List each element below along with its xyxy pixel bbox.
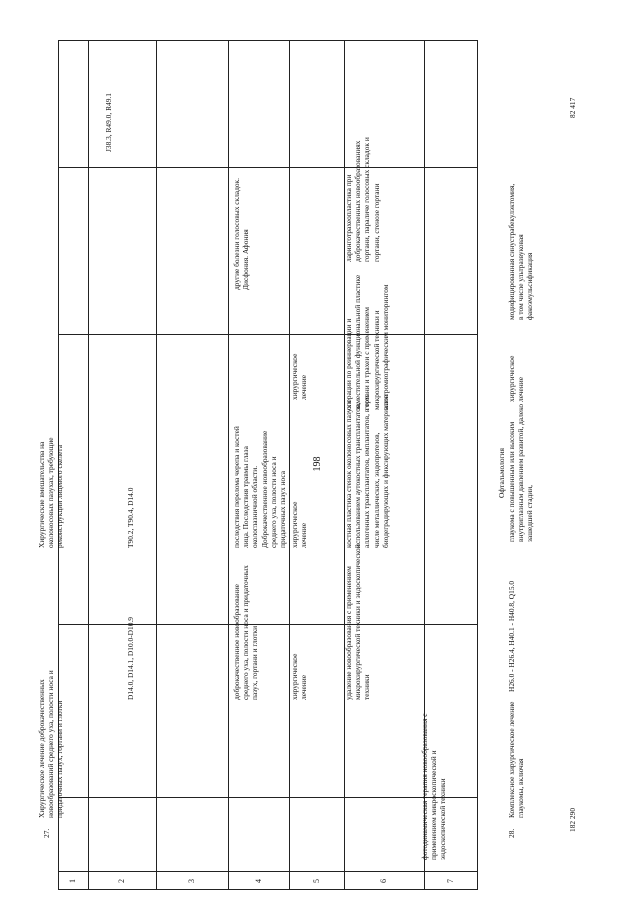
sub-col6: костная пластика стенок околоносовых пазух с использованием аутокостных трансплантатов, аллогенных трансплантатов, имплантатов, в том числе металлических, эндопротезов, биодеградирующих и фиксирующих материалов [344, 394, 390, 548]
sub-col2: Хирургические вмешательства на околоносовых пазухах, требующие реконструкции лицевого скелета [37, 437, 65, 548]
row-divider [58, 624, 478, 625]
sub-col4: последствия перелома черепа и костей лица. Последствия травмы глаза окологлазничной области. Доброкачественное новообразование среднего уха, полости носа и придаточных пазух носа [232, 426, 288, 548]
row28-col5: хирургическое лечение [507, 355, 526, 402]
cont-col5: хирургическое лечение [290, 353, 309, 400]
row27-col5: хирургическое лечение [290, 653, 309, 700]
section-title: Офтальмология [497, 448, 506, 498]
row28-col2: Комплексное хирургическое лечение глаукомы, включая [507, 701, 526, 818]
row27-col3: D14.0, D14.1, D10.0-D10.9 [126, 617, 135, 700]
column-divider [156, 40, 157, 890]
sub-col3: T90.2, T90.4, D14.0 [126, 487, 135, 548]
col-header-2: 2 [117, 879, 126, 883]
row27-col4: доброкачественное новообразование среднего уха, полости носа и придаточных пазух, гортани и глотки [232, 565, 260, 700]
row27-col7: 182 290 [568, 807, 577, 832]
page-number: 198 [312, 456, 323, 472]
row28-col7: 82 417 [568, 97, 577, 118]
row28-col3: H26.0 - H26.4, H40.1 - H40.8, Q15.0 [507, 580, 516, 692]
col-header-5: 5 [312, 879, 321, 883]
cont-col3: J38.3, R49.0, R49.1 [104, 93, 113, 152]
col-header-1: 1 [68, 879, 77, 883]
cont-col4: другие болезни голосовых складок. Дисфония. Афония [232, 178, 251, 290]
row27-num: 27. [42, 828, 51, 838]
row28-col4: глаукома с повышенным или высоким внутриглазным давлением развитой, далеко зашедшей стадии, [507, 403, 535, 542]
col-header-3: 3 [187, 879, 196, 883]
row27-col6a: удаление новообразования с применением микрохирургической техники и эндоскопической техники [344, 544, 372, 700]
row27-col2: Хирургическое лечение доброкачественных новообразований среднего уха, полости носа и придаточных пазух, гортани и глотки [37, 670, 65, 818]
col-header-6: 6 [379, 879, 388, 883]
column-divider [289, 40, 290, 890]
cont-col6b: операции по реиннервации и заместительной функциональной пластике гортани и трахеи с применением микрохирургической техники и электромиографическим мониторингом [344, 274, 390, 410]
row28-num: 28. [507, 828, 516, 838]
cont-col6a: ларинготрахеопластика при доброкачественных новообразованиях гортани, параличе голосовых складок и гортани, стенозе гортани [344, 137, 381, 262]
row28-col6: модифицированная синустрабекулэктомия, в том числе ультразвуковая факоэмульсификация [507, 183, 535, 320]
column-divider [88, 40, 89, 890]
row-divider [58, 797, 478, 798]
col-header-4: 4 [254, 879, 263, 883]
col-header-7: 7 [446, 879, 455, 883]
sub-col5: хирургическое лечение [290, 501, 309, 548]
row27-col6b: фотодинамическая терапия новообразования с применением микроскопической и эндоскопической техники [420, 713, 448, 860]
column-divider [228, 40, 229, 890]
